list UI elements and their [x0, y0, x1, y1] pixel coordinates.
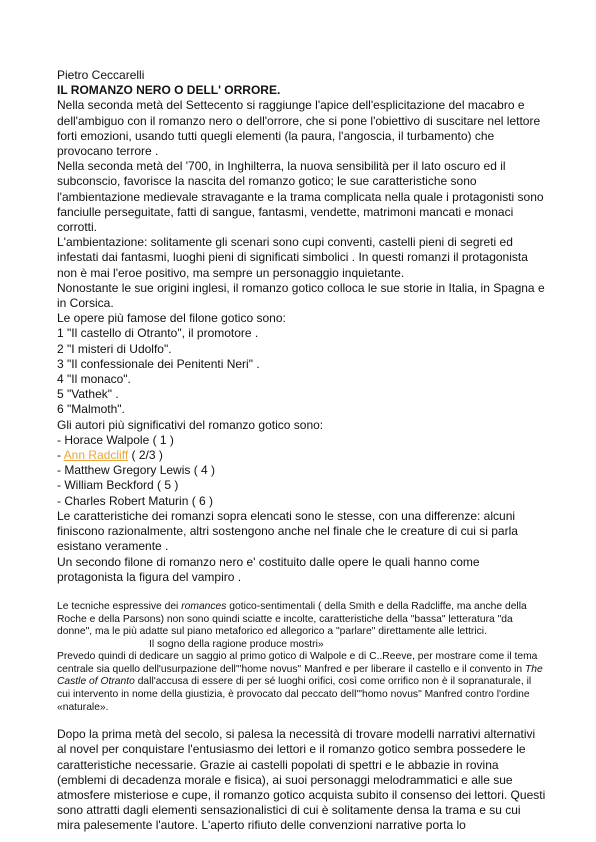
author-suffix: ( 2/3 ) [128, 448, 163, 463]
quote-sogno: Il sogno della ragione produce mostri» [149, 638, 324, 650]
paragraph-origins: Nella seconda metà del '700, in Inghilterra, la nuova sensibilità per il lato oscuro ed il subconscio, favorisce la nascita del romanzo gotico; le sue caratteristiche sono l'ambientazione medievale stravagante e la trama complicata nella quale i protagonisti sono fanciulle perseguitate, fatti di sangue, fantasmi, vendette, matrimoni mancati e monaci corrotti. [57, 159, 544, 235]
emphasis-castle-of-otranto: The Castle of Otranto [57, 663, 543, 688]
works-item: 2 "I misteri di Udolfo". [57, 341, 172, 356]
document-page [57, 68, 547, 834]
paragraph-intro: Nella seconda metà del Settecento si raggiunge l'apice dell'esplicitazione del macabro e dell'ambiguo con il romanzo nero o dell'orrore, che si pone l'obiettivo di suscitare nel lettore forti emozioni, usando tutti quegli elementi (la paura, l'angoscia, il turbamento) che provocano terrore . [57, 98, 541, 159]
author-item [57, 448, 547, 463]
text-span: Le tecniche espressive dei [57, 600, 182, 612]
author-item: - Horace Walpole ( 1 ) [57, 432, 174, 447]
paragraph-setting: L'ambientazione: solitamente gli scenari sono cupi conventi, castelli pieni di segreti ed infestati dai fantasmi, luoghi pieni di significati simbolici . In questi romanzi il protagonista non è mai l'eroe positivo, ma sempre un personaggio inquietante. [57, 235, 528, 280]
works-item: 1 "Il castello di Otranto", il promotore . [57, 326, 259, 341]
paragraph-vampire: Un secondo filone di romanzo nero e' costituito dalle opere le quali hanno come protagonista la figura del vampiro . [57, 554, 480, 584]
main-text [57, 68, 547, 585]
text-span: dall'accusa di essere di per sé luoghi orifici, così come orrifico non è il sopranaturale, il cui intervento in nome della giustizia, è provocato dal peccato dell'"homo novus" Manfred contro l'ordine «naturale». [57, 676, 532, 713]
author-item: - Charles Robert Maturin ( 6 ) [57, 493, 214, 508]
bottom-text [57, 727, 547, 833]
emphasis-romances: romances [181, 600, 227, 612]
authors-intro: Gli autori più significativi del romanzo gotico sono: [57, 417, 324, 432]
paragraph-techniques [57, 601, 547, 651]
small-text [57, 601, 547, 714]
works-item: 6 "Malmoth". [57, 402, 125, 417]
works-item: 5 "Vathek" . [57, 387, 119, 402]
paragraph-locations: Nonostante le sue origini inglesi, il romanzo gotico colloca le sue storie in Italia, in Spagna e in Corsica. [57, 280, 545, 311]
text-span: gotico-sentimentali ( della Smith e della Radcliffe, ma anche della Roche e della Parsons) non sono quindi sciatte e incolte, caratteristiche della "bassa" letteratura "da donne", ma le più adatte sul piano metaforico ed allegorico a "parlare" direttamente alle lettrici. [57, 600, 527, 638]
author-item: - Matthew Gregory Lewis ( 4 ) [57, 463, 216, 478]
paragraph-essay [57, 651, 547, 714]
author-line: Pietro Ceccarelli [57, 68, 145, 82]
paragraph-characteristics: Le caratteristiche dei romanzi sopra elencati sono le stesse, con una differenze: alcuni finiscono razionalmente, altri sostengono anche nel finale che le creature di cui si parla esistano veramente . [57, 508, 518, 554]
paragraph-bottom: Dopo la prima metà del secolo, si palesa la necessità di trovare modelli narrativi alternativi al novel per conquistare l'entusiasmo dei lettori e il romanzo gotico sembra possedere le caratteristiche necessarie. Grazie ai castelli popolati di spettri e le abbazie in rovina (emblemi di decadenza morale e fisica), ai suoi personaggi melodrammatici e alle sue atmosfere misteriose e cupe, il romanzo gotico acquista subito il consenso dei lettori. Questi sono attratti dagli elementi sensazionalistici di cui è solitamente densa la trama e su cui mira palesemente l'autore. L'aperto rifiuto delle convenzioni narrative porta lo [57, 727, 546, 833]
author-link-ann-radcliff[interactable]: Ann Radcliff [63, 448, 129, 463]
text-span: Prevedo quindi di dedicare un saggio al primo gotico di Walpole e di C..Reeve, per mostrare come il tema centrale sia quello dell'usurpazione dell'"home novus" Manfred e per liberare il castello e il convento in [57, 651, 538, 675]
author-prefix: - [57, 448, 64, 463]
works-item: 4 "Il monaco". [57, 372, 131, 387]
document-title: IL ROMANZO NERO O DELL' ORRORE. [57, 83, 281, 98]
works-item: 3 "Il confessionale dei Penitenti Neri" . [57, 356, 260, 371]
works-intro: Le opere più famose del filone gotico sono: [57, 311, 286, 326]
author-item: - William Beckford ( 5 ) [57, 478, 179, 493]
